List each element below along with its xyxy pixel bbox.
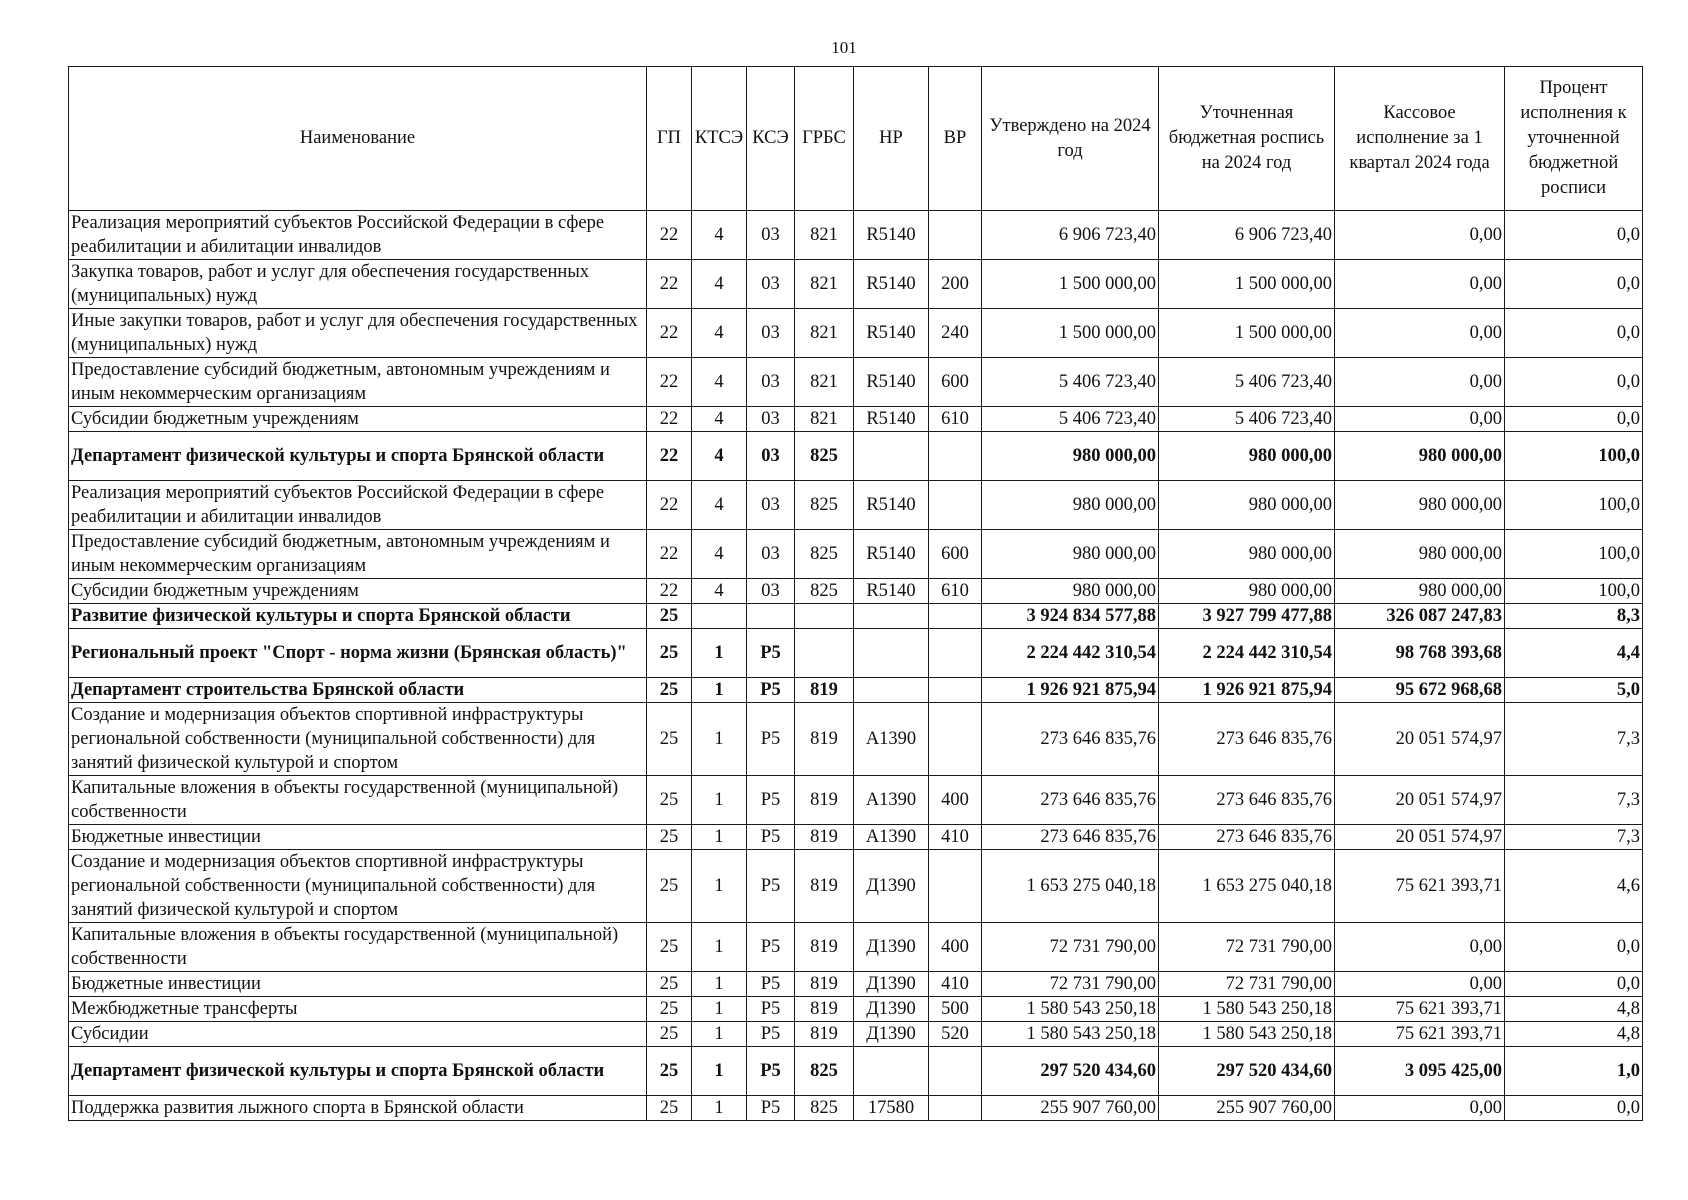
cell-approved: 2 224 442 310,54 xyxy=(982,629,1159,678)
cell-approved: 1 500 000,00 xyxy=(982,309,1159,358)
table-row xyxy=(69,260,1643,309)
cell-nr: Д1390 xyxy=(854,972,929,997)
cell-ktse: 1 xyxy=(692,850,747,923)
cell-gp: 25 xyxy=(647,1047,692,1096)
table-row xyxy=(69,776,1643,825)
cell-cash: 0,00 xyxy=(1335,923,1505,972)
cell-kse: P5 xyxy=(747,1096,795,1121)
cell-cash: 0,00 xyxy=(1335,211,1505,260)
cell-gp: 25 xyxy=(647,923,692,972)
cell-gp: 22 xyxy=(647,260,692,309)
cell-kse: 03 xyxy=(747,579,795,604)
cell-grbs: 825 xyxy=(795,432,854,481)
cell-name: Реализация мероприятий субъектов Российской Федерации в сфере реабилитации и абилитации инвалидов xyxy=(69,481,647,530)
cell-percent: 100,0 xyxy=(1505,579,1643,604)
table-header-row xyxy=(69,67,1643,211)
table-row xyxy=(69,530,1643,579)
cell-percent: 0,0 xyxy=(1505,407,1643,432)
cell-cash: 75 621 393,71 xyxy=(1335,997,1505,1022)
cell-percent: 4,6 xyxy=(1505,850,1643,923)
cell-name: Субсидии бюджетным учреждениям xyxy=(69,407,647,432)
cell-name: Бюджетные инвестиции xyxy=(69,825,647,850)
cell-ktse: 1 xyxy=(692,972,747,997)
cell-gp: 22 xyxy=(647,309,692,358)
cell-ktse: 1 xyxy=(692,1022,747,1047)
cell-kse: P5 xyxy=(747,972,795,997)
cell-name: Закупка товаров, работ и услуг для обеспечения государственных (муниципальных) нужд xyxy=(69,260,647,309)
cell-ktse: 1 xyxy=(692,629,747,678)
cell-name: Создание и модернизация объектов спортивной инфраструктуры региональной собственности (муниципальной собственности) для занятий физической культурой и спортом xyxy=(69,703,647,776)
cell-grbs: 821 xyxy=(795,407,854,432)
cell-kse: 03 xyxy=(747,260,795,309)
cell-gp: 22 xyxy=(647,481,692,530)
cell-kse: P5 xyxy=(747,629,795,678)
cell-name: Субсидии xyxy=(69,1022,647,1047)
cell-percent: 4,4 xyxy=(1505,629,1643,678)
cell-vr: 400 xyxy=(929,923,982,972)
cell-cash: 980 000,00 xyxy=(1335,481,1505,530)
cell-approved: 1 926 921 875,94 xyxy=(982,678,1159,703)
cell-kse: P5 xyxy=(747,825,795,850)
table-row xyxy=(69,997,1643,1022)
cell-grbs: 825 xyxy=(795,481,854,530)
cell-name: Предоставление субсидий бюджетным, автономным учреждениям и иным некоммерческим организациям xyxy=(69,358,647,407)
cell-gp: 25 xyxy=(647,972,692,997)
cell-approved: 5 406 723,40 xyxy=(982,358,1159,407)
cell-grbs: 819 xyxy=(795,825,854,850)
cell-name: Капитальные вложения в объекты государственной (муниципальной) собственности xyxy=(69,776,647,825)
cell-gp: 25 xyxy=(647,678,692,703)
cell-name: Бюджетные инвестиции xyxy=(69,972,647,997)
cell-nr: R5140 xyxy=(854,481,929,530)
cell-vr: 410 xyxy=(929,825,982,850)
cell-gp: 22 xyxy=(647,211,692,260)
cell-vr: 240 xyxy=(929,309,982,358)
cell-cash: 20 051 574,97 xyxy=(1335,703,1505,776)
cell-refined: 3 927 799 477,88 xyxy=(1159,604,1335,629)
cell-ktse: 1 xyxy=(692,703,747,776)
cell-nr: R5140 xyxy=(854,358,929,407)
cell-gp: 25 xyxy=(647,850,692,923)
budget-execution-table xyxy=(68,66,1643,1121)
cell-refined: 980 000,00 xyxy=(1159,481,1335,530)
cell-grbs: 819 xyxy=(795,850,854,923)
cell-percent: 0,0 xyxy=(1505,972,1643,997)
header-name: Наименование xyxy=(69,67,647,211)
cell-kse: P5 xyxy=(747,703,795,776)
cell-nr xyxy=(854,604,929,629)
cell-grbs: 819 xyxy=(795,972,854,997)
cell-kse: 03 xyxy=(747,358,795,407)
cell-refined: 6 906 723,40 xyxy=(1159,211,1335,260)
cell-cash: 95 672 968,68 xyxy=(1335,678,1505,703)
cell-grbs: 819 xyxy=(795,776,854,825)
header-refined: Уточненная бюджетная роспись на 2024 год xyxy=(1159,67,1335,211)
cell-refined: 1 500 000,00 xyxy=(1159,309,1335,358)
cell-ktse xyxy=(692,604,747,629)
cell-refined: 297 520 434,60 xyxy=(1159,1047,1335,1096)
cell-nr: R5140 xyxy=(854,211,929,260)
cell-cash: 0,00 xyxy=(1335,1096,1505,1121)
cell-grbs: 821 xyxy=(795,260,854,309)
cell-vr: 500 xyxy=(929,997,982,1022)
cell-approved: 980 000,00 xyxy=(982,432,1159,481)
cell-ktse: 4 xyxy=(692,579,747,604)
cell-approved: 72 731 790,00 xyxy=(982,972,1159,997)
cell-ktse: 4 xyxy=(692,481,747,530)
table-row xyxy=(69,481,1643,530)
cell-cash: 980 000,00 xyxy=(1335,579,1505,604)
cell-vr xyxy=(929,432,982,481)
cell-cash: 3 095 425,00 xyxy=(1335,1047,1505,1096)
cell-refined: 1 580 543 250,18 xyxy=(1159,997,1335,1022)
cell-percent: 0,0 xyxy=(1505,1096,1643,1121)
cell-ktse: 1 xyxy=(692,1096,747,1121)
page-number: 101 xyxy=(831,38,857,57)
cell-approved: 1 500 000,00 xyxy=(982,260,1159,309)
cell-percent: 100,0 xyxy=(1505,432,1643,481)
cell-gp: 25 xyxy=(647,629,692,678)
cell-nr: A1390 xyxy=(854,825,929,850)
cell-vr xyxy=(929,1096,982,1121)
cell-gp: 22 xyxy=(647,358,692,407)
cell-cash: 20 051 574,97 xyxy=(1335,825,1505,850)
cell-gp: 25 xyxy=(647,776,692,825)
cell-ktse: 1 xyxy=(692,678,747,703)
cell-ktse: 4 xyxy=(692,407,747,432)
cell-approved: 72 731 790,00 xyxy=(982,923,1159,972)
table-body xyxy=(69,211,1643,1121)
cell-vr: 610 xyxy=(929,579,982,604)
cell-percent: 0,0 xyxy=(1505,260,1643,309)
cell-gp: 25 xyxy=(647,1022,692,1047)
cell-nr: A1390 xyxy=(854,703,929,776)
cell-grbs: 821 xyxy=(795,309,854,358)
cell-ktse: 1 xyxy=(692,1047,747,1096)
cell-name: Межбюджетные трансферты xyxy=(69,997,647,1022)
cell-percent: 100,0 xyxy=(1505,481,1643,530)
table-row xyxy=(69,432,1643,481)
cell-refined: 980 000,00 xyxy=(1159,579,1335,604)
cell-nr xyxy=(854,1047,929,1096)
cell-refined: 1 653 275 040,18 xyxy=(1159,850,1335,923)
header-approved: Утверждено на 2024 год xyxy=(982,67,1159,211)
cell-nr: R5140 xyxy=(854,309,929,358)
cell-gp: 25 xyxy=(647,997,692,1022)
cell-vr: 600 xyxy=(929,358,982,407)
header-gp: ГП xyxy=(647,67,692,211)
cell-nr xyxy=(854,432,929,481)
header-kse: КСЭ xyxy=(747,67,795,211)
cell-ktse: 4 xyxy=(692,432,747,481)
cell-approved: 273 646 835,76 xyxy=(982,825,1159,850)
cell-nr xyxy=(854,629,929,678)
cell-ktse: 1 xyxy=(692,923,747,972)
cell-nr: Д1390 xyxy=(854,850,929,923)
cell-gp: 22 xyxy=(647,432,692,481)
cell-vr: 200 xyxy=(929,260,982,309)
cell-name: Поддержка развития лыжного спорта в Брянской области xyxy=(69,1096,647,1121)
cell-refined: 1 926 921 875,94 xyxy=(1159,678,1335,703)
cell-vr: 520 xyxy=(929,1022,982,1047)
cell-ktse: 1 xyxy=(692,825,747,850)
cell-cash: 980 000,00 xyxy=(1335,432,1505,481)
cell-approved: 273 646 835,76 xyxy=(982,703,1159,776)
cell-percent: 0,0 xyxy=(1505,211,1643,260)
table-row xyxy=(69,604,1643,629)
cell-name: Создание и модернизация объектов спортивной инфраструктуры региональной собственности (муниципальной собственности) для занятий физической культурой и спортом xyxy=(69,850,647,923)
cell-kse: 03 xyxy=(747,481,795,530)
cell-cash: 0,00 xyxy=(1335,358,1505,407)
cell-kse: 03 xyxy=(747,309,795,358)
cell-name: Департамент физической культуры и спорта Брянской области xyxy=(69,432,647,481)
cell-grbs: 825 xyxy=(795,530,854,579)
cell-name: Предоставление субсидий бюджетным, автономным учреждениям и иным некоммерческим организациям xyxy=(69,530,647,579)
table-row xyxy=(69,629,1643,678)
cell-kse: 03 xyxy=(747,407,795,432)
table-row xyxy=(69,850,1643,923)
cell-vr: 610 xyxy=(929,407,982,432)
cell-refined: 72 731 790,00 xyxy=(1159,972,1335,997)
cell-percent: 100,0 xyxy=(1505,530,1643,579)
cell-refined: 1 500 000,00 xyxy=(1159,260,1335,309)
cell-cash: 0,00 xyxy=(1335,972,1505,997)
cell-name: Департамент строительства Брянской области xyxy=(69,678,647,703)
cell-nr: A1390 xyxy=(854,776,929,825)
cell-grbs xyxy=(795,629,854,678)
cell-kse: 03 xyxy=(747,432,795,481)
cell-approved: 273 646 835,76 xyxy=(982,776,1159,825)
table-row xyxy=(69,407,1643,432)
header-grbs: ГРБС xyxy=(795,67,854,211)
cell-nr: Д1390 xyxy=(854,997,929,1022)
cell-vr xyxy=(929,604,982,629)
cell-nr: R5140 xyxy=(854,260,929,309)
cell-refined: 72 731 790,00 xyxy=(1159,923,1335,972)
cell-kse: P5 xyxy=(747,850,795,923)
cell-vr: 400 xyxy=(929,776,982,825)
cell-ktse: 4 xyxy=(692,530,747,579)
cell-refined: 1 580 543 250,18 xyxy=(1159,1022,1335,1047)
cell-approved: 6 906 723,40 xyxy=(982,211,1159,260)
cell-kse: P5 xyxy=(747,678,795,703)
cell-ktse: 4 xyxy=(692,260,747,309)
cell-grbs: 825 xyxy=(795,1096,854,1121)
cell-name: Региональный проект "Спорт - норма жизни (Брянская область)" xyxy=(69,629,647,678)
cell-gp: 25 xyxy=(647,703,692,776)
table-row xyxy=(69,923,1643,972)
cell-vr xyxy=(929,1047,982,1096)
cell-grbs: 819 xyxy=(795,678,854,703)
cell-gp: 25 xyxy=(647,604,692,629)
cell-refined: 2 224 442 310,54 xyxy=(1159,629,1335,678)
cell-grbs: 825 xyxy=(795,579,854,604)
table-row xyxy=(69,309,1643,358)
cell-approved: 1 580 543 250,18 xyxy=(982,997,1159,1022)
cell-cash: 980 000,00 xyxy=(1335,530,1505,579)
cell-approved: 255 907 760,00 xyxy=(982,1096,1159,1121)
header-vr: ВР xyxy=(929,67,982,211)
cell-grbs xyxy=(795,604,854,629)
cell-percent: 0,0 xyxy=(1505,358,1643,407)
cell-kse xyxy=(747,604,795,629)
header-ktse: КТСЭ xyxy=(692,67,747,211)
cell-cash: 0,00 xyxy=(1335,309,1505,358)
cell-cash: 75 621 393,71 xyxy=(1335,850,1505,923)
cell-approved: 1 653 275 040,18 xyxy=(982,850,1159,923)
cell-ktse: 1 xyxy=(692,997,747,1022)
cell-grbs: 819 xyxy=(795,703,854,776)
cell-percent: 7,3 xyxy=(1505,776,1643,825)
cell-grbs: 821 xyxy=(795,358,854,407)
cell-kse: P5 xyxy=(747,1047,795,1096)
cell-percent: 1,0 xyxy=(1505,1047,1643,1096)
cell-kse: P5 xyxy=(747,923,795,972)
cell-name: Капитальные вложения в объекты государственной (муниципальной) собственности xyxy=(69,923,647,972)
cell-refined: 980 000,00 xyxy=(1159,432,1335,481)
cell-vr xyxy=(929,850,982,923)
table-row xyxy=(69,358,1643,407)
cell-name: Департамент физической культуры и спорта Брянской области xyxy=(69,1047,647,1096)
cell-percent: 7,3 xyxy=(1505,825,1643,850)
cell-approved: 5 406 723,40 xyxy=(982,407,1159,432)
cell-grbs: 819 xyxy=(795,923,854,972)
cell-cash: 20 051 574,97 xyxy=(1335,776,1505,825)
cell-approved: 980 000,00 xyxy=(982,481,1159,530)
cell-refined: 5 406 723,40 xyxy=(1159,407,1335,432)
cell-refined: 273 646 835,76 xyxy=(1159,703,1335,776)
table-row xyxy=(69,211,1643,260)
cell-name: Субсидии бюджетным учреждениям xyxy=(69,579,647,604)
cell-vr xyxy=(929,481,982,530)
table-row xyxy=(69,825,1643,850)
cell-ktse: 1 xyxy=(692,776,747,825)
cell-refined: 255 907 760,00 xyxy=(1159,1096,1335,1121)
table-row xyxy=(69,1022,1643,1047)
cell-grbs: 819 xyxy=(795,1022,854,1047)
cell-approved: 980 000,00 xyxy=(982,579,1159,604)
table-row xyxy=(69,678,1643,703)
cell-approved: 1 580 543 250,18 xyxy=(982,1022,1159,1047)
cell-percent: 0,0 xyxy=(1505,923,1643,972)
cell-nr: R5140 xyxy=(854,579,929,604)
cell-refined: 980 000,00 xyxy=(1159,530,1335,579)
cell-nr: R5140 xyxy=(854,407,929,432)
header-nr: НР xyxy=(854,67,929,211)
cell-nr xyxy=(854,678,929,703)
cell-percent: 4,8 xyxy=(1505,997,1643,1022)
cell-grbs: 821 xyxy=(795,211,854,260)
table-row xyxy=(69,1047,1643,1096)
cell-gp: 25 xyxy=(647,825,692,850)
header-percent: Процент исполнения к уточненной бюджетной росписи xyxy=(1505,67,1643,211)
cell-kse: P5 xyxy=(747,776,795,825)
cell-nr: 17580 xyxy=(854,1096,929,1121)
cell-vr: 410 xyxy=(929,972,982,997)
cell-percent: 5,0 xyxy=(1505,678,1643,703)
table-row xyxy=(69,1096,1643,1121)
cell-percent: 0,0 xyxy=(1505,309,1643,358)
cell-gp: 22 xyxy=(647,579,692,604)
cell-gp: 22 xyxy=(647,530,692,579)
cell-grbs: 819 xyxy=(795,997,854,1022)
cell-nr: Д1390 xyxy=(854,1022,929,1047)
cell-nr: R5140 xyxy=(854,530,929,579)
cell-approved: 297 520 434,60 xyxy=(982,1047,1159,1096)
cell-ktse: 4 xyxy=(692,309,747,358)
cell-nr: Д1390 xyxy=(854,923,929,972)
cell-kse: P5 xyxy=(747,1022,795,1047)
cell-vr: 600 xyxy=(929,530,982,579)
cell-cash: 0,00 xyxy=(1335,260,1505,309)
cell-vr xyxy=(929,629,982,678)
cell-name: Иные закупки товаров, работ и услуг для обеспечения государственных (муниципальных) нужд xyxy=(69,309,647,358)
cell-ktse: 4 xyxy=(692,358,747,407)
cell-refined: 273 646 835,76 xyxy=(1159,825,1335,850)
cell-vr xyxy=(929,211,982,260)
cell-grbs: 825 xyxy=(795,1047,854,1096)
cell-percent: 8,3 xyxy=(1505,604,1643,629)
cell-approved: 3 924 834 577,88 xyxy=(982,604,1159,629)
cell-refined: 5 406 723,40 xyxy=(1159,358,1335,407)
table-row xyxy=(69,703,1643,776)
cell-ktse: 4 xyxy=(692,211,747,260)
cell-cash: 98 768 393,68 xyxy=(1335,629,1505,678)
cell-vr xyxy=(929,678,982,703)
table-row xyxy=(69,579,1643,604)
cell-cash: 0,00 xyxy=(1335,407,1505,432)
cell-name: Реализация мероприятий субъектов Российской Федерации в сфере реабилитации и абилитации инвалидов xyxy=(69,211,647,260)
cell-kse: 03 xyxy=(747,530,795,579)
cell-kse: 03 xyxy=(747,211,795,260)
cell-cash: 75 621 393,71 xyxy=(1335,1022,1505,1047)
cell-gp: 25 xyxy=(647,1096,692,1121)
cell-name: Развитие физической культуры и спорта Брянской области xyxy=(69,604,647,629)
cell-vr xyxy=(929,703,982,776)
cell-percent: 7,3 xyxy=(1505,703,1643,776)
table-row xyxy=(69,972,1643,997)
cell-refined: 273 646 835,76 xyxy=(1159,776,1335,825)
header-cash: Кассовое исполнение за 1 квартал 2024 года xyxy=(1335,67,1505,211)
cell-gp: 22 xyxy=(647,407,692,432)
cell-percent: 4,8 xyxy=(1505,1022,1643,1047)
cell-cash: 326 087 247,83 xyxy=(1335,604,1505,629)
cell-kse: P5 xyxy=(747,997,795,1022)
cell-approved: 980 000,00 xyxy=(982,530,1159,579)
